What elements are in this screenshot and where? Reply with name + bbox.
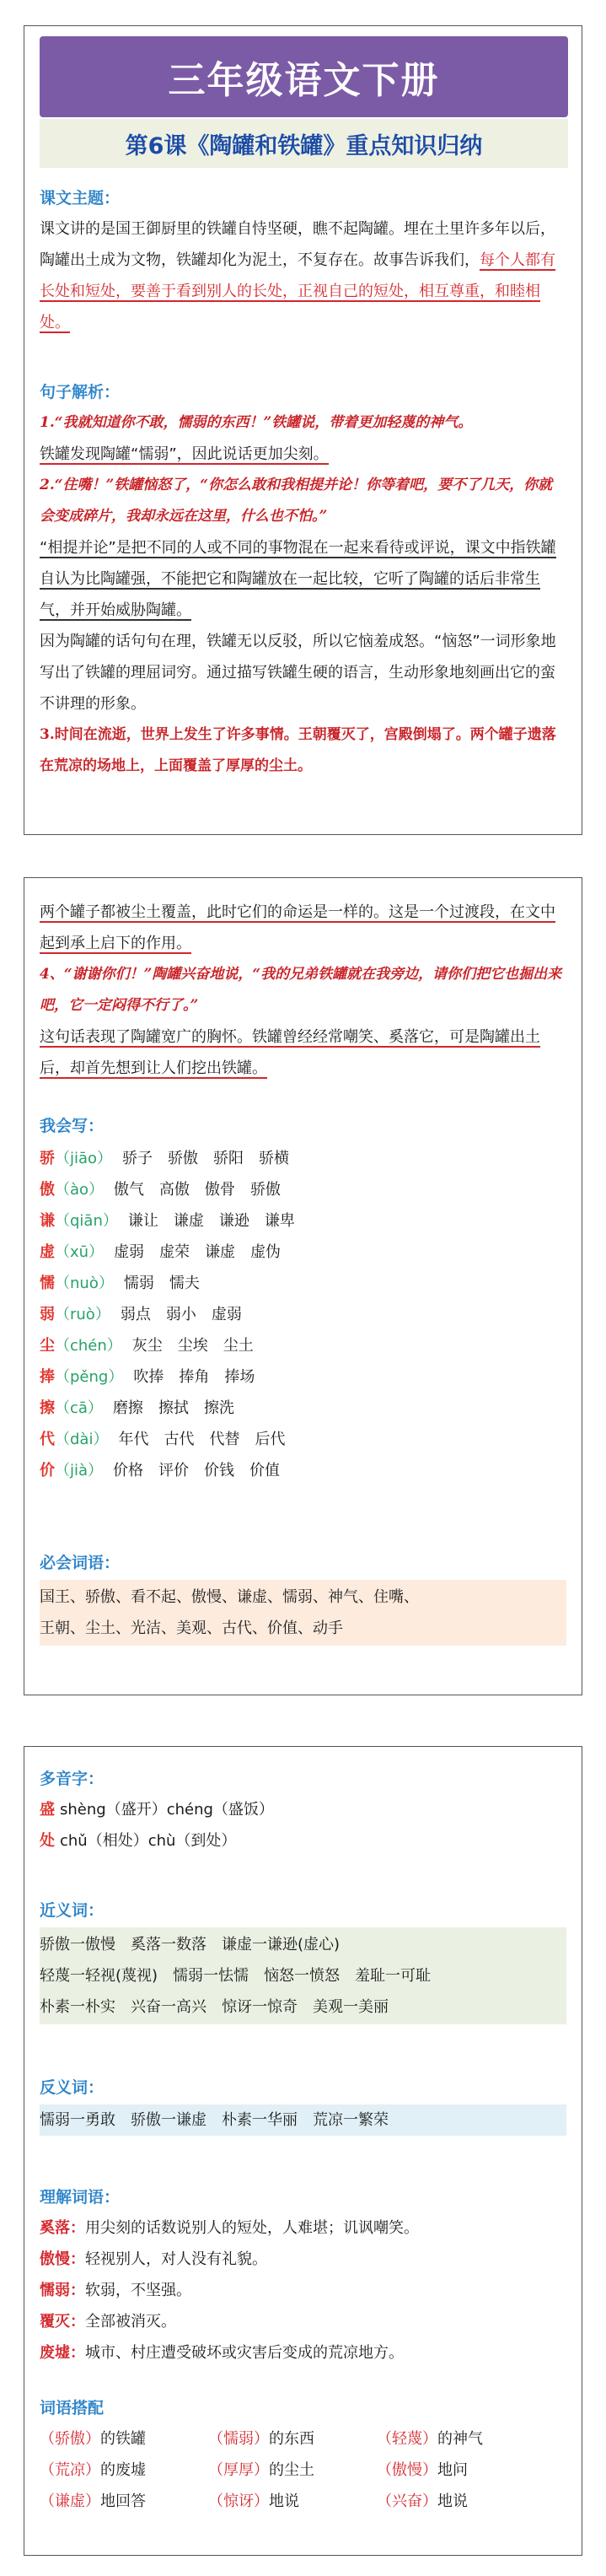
write-word: 傲气 <box>114 1181 145 1199</box>
understand-heading: 理解词语： <box>40 2188 121 2207</box>
write-list <box>40 1143 566 1486</box>
collocation-item <box>377 2455 545 2486</box>
write-word: 谦卑 <box>264 1212 295 1230</box>
write-row <box>40 1268 566 1299</box>
write-word: 虚荣 <box>159 1243 190 1261</box>
write-heading: 我会写： <box>40 1117 105 1135</box>
sentence-3-note: 两个罐子都被尘土覆盖，此时它们的命运是一样的。这是一个过渡段，在文中起到承上启下的作用。 <box>40 903 555 952</box>
sentence-heading: 句子解析： <box>40 383 121 401</box>
polyphone-readings: shèng（盛开）chéng（盛饭） <box>60 1801 274 1819</box>
sentence-3-quote: 3.时间在流逝，世界上发生了许多事情。王朝覆灭了，宫殿倒塌了。两个罐子遗落在荒凉的场地上，上面覆盖了厚厚的尘土。 <box>40 726 556 774</box>
must-words-line-2: 王朝、尘土、光洁、美观、古代、价值、动手 <box>40 1619 343 1637</box>
write-word: 谦虚 <box>205 1243 236 1261</box>
write-word: 古代 <box>164 1431 195 1448</box>
write-char: 擦 <box>40 1399 55 1417</box>
write-char: 傲 <box>40 1181 55 1199</box>
sentence-2-quote: 2.“住嘴！”铁罐恼怒了，“你怎么敢和我相提并论！你等着吧，要不了几天，你就会变成碎片，我却永远在这里，什么也不怕。” <box>40 477 553 525</box>
antonym-line: 懦弱一勇敢 骄傲一谦虚 朴素一华丽 荒凉一繁荣 <box>40 2104 566 2136</box>
write-word: 磨擦 <box>112 1399 143 1417</box>
theme-moral: 每个人都有长处和短处，要善于看到别人的长处，正视自己的短处，相互尊重，和睦相处。 <box>40 251 555 331</box>
collocation-item <box>40 2455 208 2486</box>
write-pinyin: （cā） <box>55 1399 103 1417</box>
polyphone-list <box>40 1794 566 1857</box>
write-word: 捧场 <box>224 1368 255 1386</box>
collocation-word: （傲慢） <box>377 2461 437 2479</box>
polyphone-row <box>40 1825 566 1857</box>
synonym-section <box>40 1899 566 2024</box>
understand-row <box>40 2275 566 2306</box>
write-word: 价值 <box>249 1462 281 1479</box>
understand-def: 城市、村庄遭受破坏或灾害后变成的荒凉地方。 <box>85 2344 404 2362</box>
write-row <box>40 1424 566 1455</box>
collocation-tail: 的尘土 <box>269 2461 314 2479</box>
collocation-word: （兴奋） <box>377 2492 437 2510</box>
write-word: 尘埃 <box>177 1337 208 1355</box>
understand-row <box>40 2337 566 2369</box>
write-row <box>40 1393 566 1424</box>
collocation-item <box>208 2486 377 2517</box>
synonym-line: 骄傲一傲慢 奚落一数落 谦虚一谦逊(虚心) <box>40 1936 341 1954</box>
collocation-tail: 的铁罐 <box>100 2430 146 2448</box>
write-word: 骄横 <box>259 1150 290 1167</box>
write-pinyin: （nuò） <box>55 1275 114 1292</box>
write-word: 吹捧 <box>133 1368 164 1386</box>
write-char: 捧 <box>40 1368 55 1386</box>
write-row <box>40 1174 566 1205</box>
polyphone-readings: chǔ（相处）chù（到处） <box>60 1832 237 1850</box>
write-pinyin: （chén） <box>55 1337 122 1355</box>
antonym-heading: 反义词： <box>40 2078 105 2097</box>
understand-row <box>40 2306 566 2337</box>
write-word: 懦夫 <box>169 1275 200 1292</box>
write-word: 懦弱 <box>123 1275 154 1292</box>
page-2 <box>24 877 582 1695</box>
understand-term: 覆灭： <box>40 2313 85 2331</box>
must-words-box <box>40 1580 566 1646</box>
write-word: 擦拭 <box>158 1399 189 1417</box>
collocation-word: （谦虚） <box>40 2492 100 2510</box>
understand-row <box>40 2212 566 2244</box>
write-pinyin: （dài） <box>55 1431 109 1448</box>
write-word: 捧角 <box>179 1368 210 1386</box>
synonym-line: 朴素一朴实 兴奋一高兴 惊讶一惊奇 美观一美丽 <box>40 1998 389 2016</box>
collocation-word: （骄傲） <box>40 2430 100 2448</box>
polyphone-section <box>40 1767 566 1857</box>
write-char: 弱 <box>40 1306 55 1323</box>
collocation-item <box>208 2423 377 2455</box>
write-pinyin: （qiān） <box>55 1212 118 1230</box>
collocation-word: （厚厚） <box>208 2461 269 2479</box>
write-word: 后代 <box>255 1431 286 1448</box>
collocation-word: （懦弱） <box>208 2430 269 2448</box>
lesson-subtitle: 第6课《陶罐和铁罐》重点知识归纳 <box>40 119 568 168</box>
write-pinyin: （ruò） <box>55 1306 110 1323</box>
must-words-line-1: 国王、骄傲、看不起、傲慢、谦虚、懦弱、神气、住嘴、 <box>40 1588 419 1606</box>
page-1 <box>24 25 582 835</box>
sentence-4-note: 这句话表现了陶罐宽广的胸怀。铁罐曾经经常嘲笑、奚落它，可是陶罐出土后，却首先想到让人们挖出铁罐。 <box>40 1028 540 1077</box>
sentence-continued <box>40 897 566 1084</box>
write-char: 懦 <box>40 1275 55 1292</box>
collocation-word: （荒凉） <box>40 2461 100 2479</box>
synonym-line: 轻蔑一轻视(蔑视) 懦弱一怯懦 恼怒一愤怒 羞耻一可耻 <box>40 1967 432 1985</box>
write-pinyin: （jiāo） <box>55 1150 113 1167</box>
write-word: 谦虚 <box>173 1212 204 1230</box>
page-3 <box>24 1746 582 2556</box>
write-word: 傲骨 <box>205 1181 236 1199</box>
write-word: 骄傲 <box>168 1150 199 1167</box>
understand-def: 用尖刻的话数说别人的短处，人难堪；讥讽嘲笑。 <box>85 2219 419 2237</box>
write-row <box>40 1299 566 1330</box>
sentence-section <box>40 380 566 782</box>
write-word: 谦让 <box>127 1212 158 1230</box>
write-pinyin: （ào） <box>55 1181 105 1199</box>
understand-section <box>40 2185 566 2369</box>
sentence-2-explain: “相提并论”是把不同的人或不同的事物混在一起来看待或评说，课文中指铁罐自认为比陶罐强，不能把它和陶罐放在一起比较，它听了陶罐的话后非常生气，并开始威胁陶罐。 <box>40 539 556 619</box>
collocation-item <box>377 2486 545 2517</box>
write-pinyin: （xū） <box>55 1243 105 1261</box>
write-word: 评价 <box>158 1462 190 1479</box>
collocation-item <box>40 2423 208 2455</box>
write-char: 虚 <box>40 1243 55 1261</box>
write-word: 谦逊 <box>218 1212 249 1230</box>
theme-section <box>40 186 566 338</box>
understand-list <box>40 2212 566 2369</box>
understand-term: 傲慢： <box>40 2250 85 2268</box>
write-row <box>40 1330 566 1361</box>
write-word: 代替 <box>209 1431 240 1448</box>
write-word: 年代 <box>118 1431 149 1448</box>
write-word: 弱点 <box>120 1306 151 1323</box>
collocation-section <box>40 2396 566 2517</box>
collocation-word: （轻蔑） <box>377 2430 437 2448</box>
write-pinyin: （pěng） <box>55 1368 124 1386</box>
collocation-item <box>40 2486 208 2517</box>
write-char: 代 <box>40 1431 55 1448</box>
write-row <box>40 1143 566 1174</box>
collocation-tail: 的东西 <box>269 2430 314 2448</box>
write-pinyin: （jià） <box>55 1462 104 1479</box>
write-row <box>40 1237 566 1268</box>
write-word: 价钱 <box>204 1462 235 1479</box>
sentence-1-note: 铁罐发现陶罐“懦弱”，因此说话更加尖刻。 <box>40 445 329 463</box>
understand-term: 奚落： <box>40 2219 85 2237</box>
understand-def: 全部被消灭。 <box>85 2313 176 2331</box>
write-word: 骄傲 <box>250 1181 282 1199</box>
must-words-section <box>40 1551 566 1646</box>
write-word: 骄阳 <box>213 1150 244 1167</box>
collocation-item <box>377 2423 545 2455</box>
must-words-heading: 必会词语： <box>40 1554 121 1572</box>
synonym-heading: 近义词： <box>40 1901 105 1920</box>
sentence-4-quote: 4、“谢谢你们！”陶罐兴奋地说，“我的兄弟铁罐就在我旁边，请你们把它也掘出来吧，它一定闷得不行了。” <box>40 966 562 1014</box>
write-word: 尘土 <box>223 1337 254 1355</box>
polyphone-char: 处 <box>40 1832 55 1850</box>
write-char: 尘 <box>40 1337 55 1355</box>
collocation-tail: 地说 <box>269 2492 299 2510</box>
write-char: 谦 <box>40 1212 55 1230</box>
page-title: 三年级语文下册 <box>40 36 568 117</box>
understand-def: 轻视别人，对人没有礼貌。 <box>85 2250 267 2268</box>
collocation-item <box>208 2455 377 2486</box>
write-word: 高傲 <box>159 1181 190 1199</box>
theme-heading: 课文主题： <box>40 189 121 207</box>
collocation-tail: 地说 <box>437 2492 468 2510</box>
antonym-section <box>40 2076 566 2136</box>
sentence-2-note: 因为陶罐的话句句在理，铁罐无以反驳，所以它恼羞成怒。“恼怒”一词形象地写出了铁罐的理屈词穷。通过描写铁罐生硬的语言，生动形象地刻画出它的蛮不讲理的形象。 <box>40 633 556 713</box>
polyphone-row <box>40 1794 566 1825</box>
write-char: 价 <box>40 1462 55 1479</box>
write-word: 灰尘 <box>131 1337 163 1355</box>
write-word: 价格 <box>113 1462 144 1479</box>
collocation-tail: 的废墟 <box>100 2461 146 2479</box>
collocation-tail: 地问 <box>437 2461 468 2479</box>
polyphone-heading: 多音字： <box>40 1770 105 1788</box>
collocation-word: （惊讶） <box>208 2492 269 2510</box>
collocation-grid <box>40 2423 566 2517</box>
write-row <box>40 1361 566 1393</box>
write-row <box>40 1205 566 1237</box>
write-row <box>40 1455 566 1486</box>
collocation-heading: 词语搭配 <box>40 2399 105 2417</box>
write-word: 虚弱 <box>114 1243 145 1261</box>
polyphone-char: 盛 <box>40 1801 55 1819</box>
write-section <box>40 1114 566 1486</box>
write-char: 骄 <box>40 1150 55 1167</box>
collocation-tail: 的神气 <box>437 2430 483 2448</box>
write-word: 弱小 <box>165 1306 196 1323</box>
theme-text: 课文讲的是国王御厨里的铁罐自恃坚硬，瞧不起陶罐。埋在土里许多年以后，陶罐出土成为文物，铁罐却化为泥土，不复存在。故事告诉我们，每个人都有长处和短处，要善于看到别人的长处，正视自己的短处，相互尊重，和睦相处。 <box>40 220 555 331</box>
write-word: 骄子 <box>122 1150 153 1167</box>
understand-def: 软弱，不坚强。 <box>85 2282 191 2299</box>
write-word: 虚伪 <box>250 1243 282 1261</box>
understand-term: 废墟： <box>40 2344 85 2362</box>
write-word: 虚弱 <box>211 1306 242 1323</box>
sentence-1-quote: 1.“我就知道你不敢，懦弱的东西！”铁罐说，带着更加轻蔑的神气。 <box>40 414 473 431</box>
collocation-tail: 地回答 <box>100 2492 146 2510</box>
synonym-box <box>40 1927 566 2024</box>
write-word: 擦洗 <box>203 1399 234 1417</box>
understand-row <box>40 2244 566 2275</box>
understand-term: 懦弱： <box>40 2282 85 2299</box>
